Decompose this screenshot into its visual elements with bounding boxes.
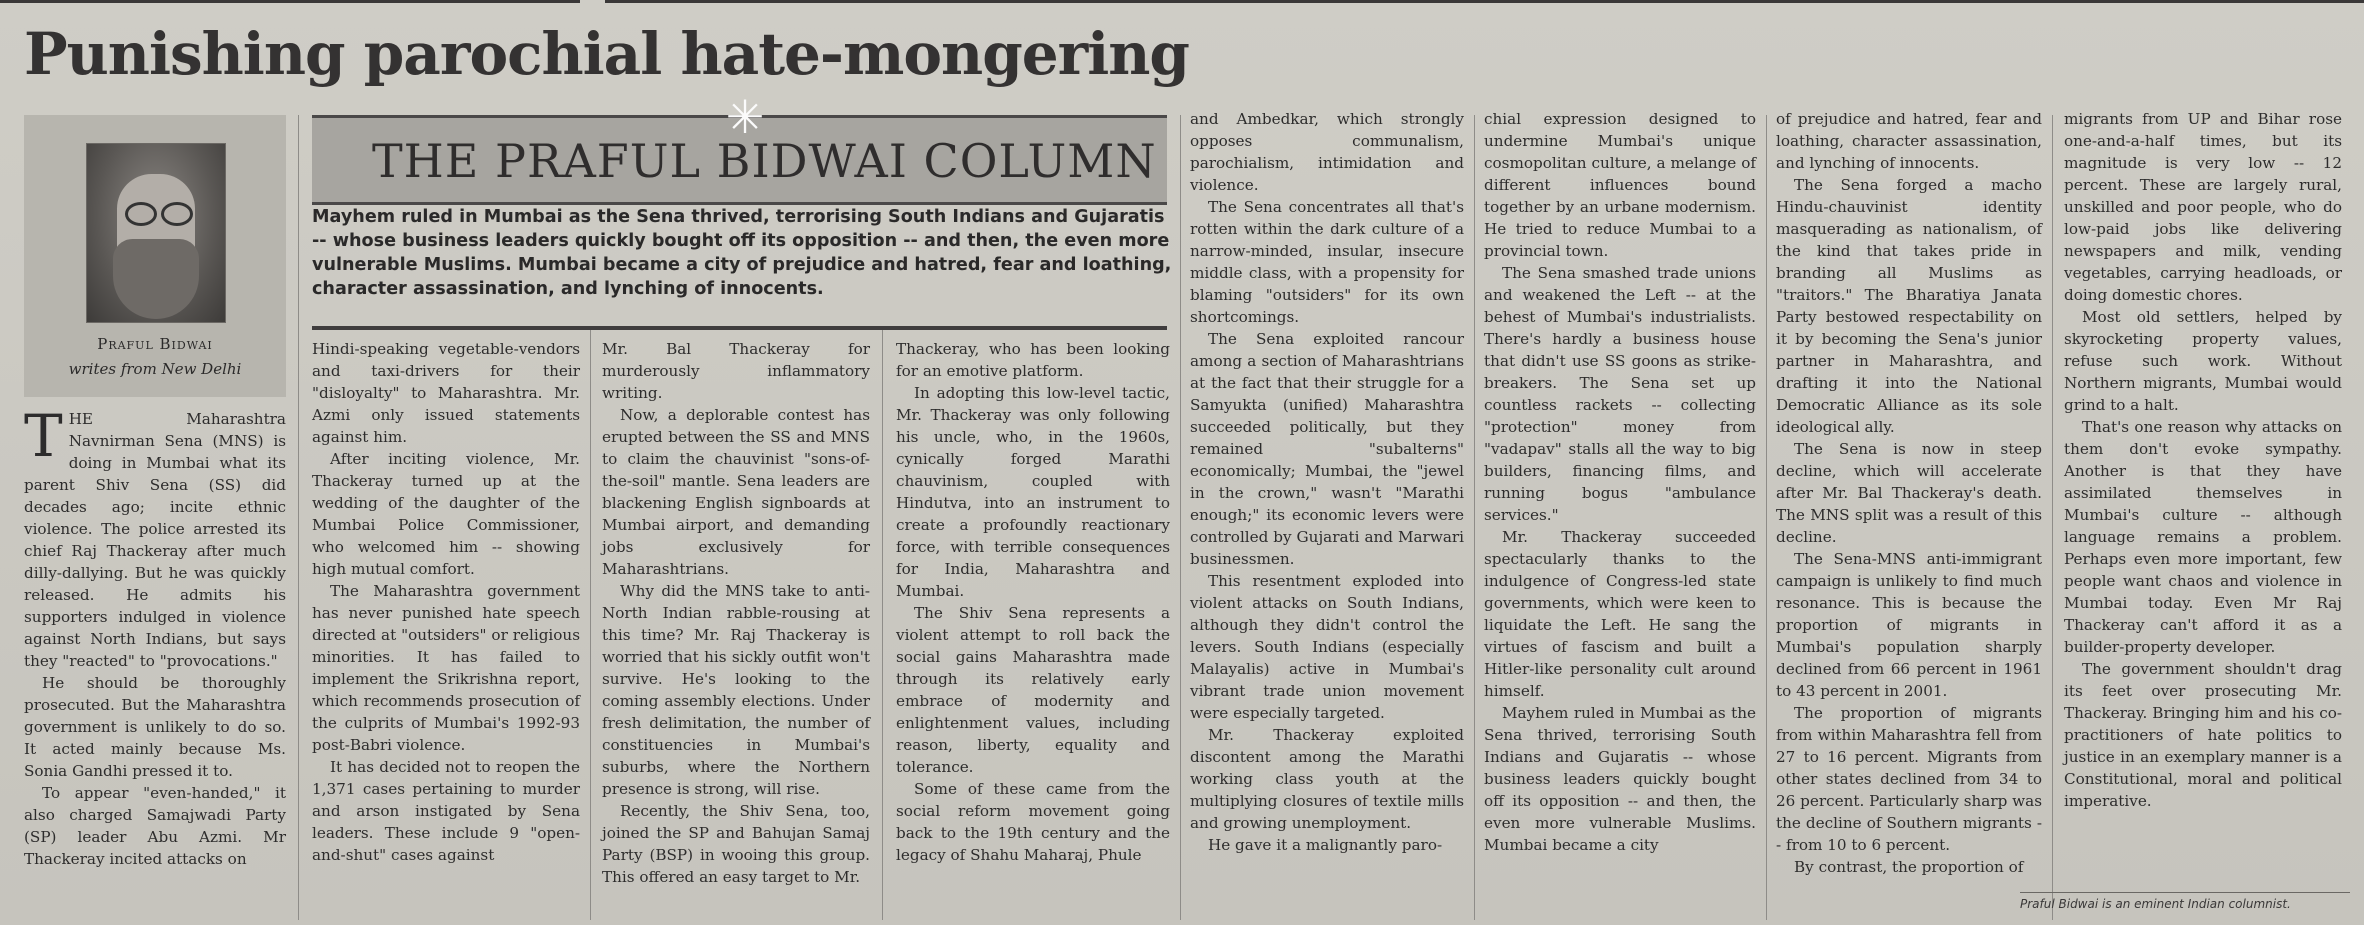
article-column-8 bbox=[2064, 108, 2342, 812]
column-divider bbox=[1766, 115, 1767, 920]
paragraph: and Ambedkar, which strongly opposes communalism, parochialism, intimidation and violence. bbox=[1190, 110, 1464, 194]
paragraph: That's one reason why attacks on them don't evoke sympathy. Another is that they have assimilated themselves in Mumbai's culture -- although language remains a problem. Perhaps even more important, few people want chaos and violence in Mumbai today. Even Mr Raj Thackeray can't afford it as a builder-property developer. bbox=[2064, 418, 2342, 656]
column-divider bbox=[1180, 115, 1181, 920]
article-column-1 bbox=[24, 402, 286, 870]
article-column-3 bbox=[602, 338, 870, 888]
paragraph: migrants from UP and Bihar rose one-and-a-half times, but its magnitude is very low -- 12 percent. These are largely rural, unskilled and poor people, who do low-paid jobs like delivering newspapers and milk, vending vegetables, carrying headloads, or doing domestic chores. bbox=[2064, 110, 2342, 304]
author-note: Praful Bidwai is an eminent Indian columnist. bbox=[2020, 892, 2350, 911]
paragraph: Some of these came from the social reform movement going back to the 19th century and the legacy of Shahu Maharaj, Phule bbox=[896, 780, 1170, 864]
author-photo-box bbox=[24, 115, 286, 397]
paragraph: In adopting this low-level tactic, Mr. Thackeray was only following his uncle, who, in the 1960s, cynically forged Marathi chauvinism, coupled with Hindutva, into an instrument to create a profoundly reactionary force, with terrible consequences for India, Maharashtra and Mumbai. bbox=[896, 384, 1170, 600]
paragraph: This resentment exploded into violent attacks on South Indians, although they didn't control the levers. South Indians (especially Malayalis) active in Mumbai's vibrant trade union movement were especially targeted. bbox=[1190, 572, 1464, 722]
author-photo bbox=[86, 143, 226, 323]
article-column-2 bbox=[312, 338, 580, 866]
paragraph: Mr. Bal Thackeray for murderously inflammatory writing. bbox=[602, 340, 870, 402]
headline: Punishing parochial hate-mongering bbox=[24, 20, 1189, 88]
article-column-7 bbox=[1776, 108, 2042, 878]
column-divider bbox=[1474, 115, 1475, 920]
column-divider bbox=[882, 330, 883, 920]
paragraph: The Sena exploited rancour among a section of Maharashtrians at the fact that their struggle for a Samyukta (unified) Maharashtra succeeded politically, but they remained "subalterns" economically; Mumbai, the "jewel in the crown," wasn't "Marathi enough;" its economic levers were controlled by Gujarati and Marwari businessmen. bbox=[1190, 330, 1464, 568]
deck-summary: Mayhem ruled in Mumbai as the Sena thrived, terrorising South Indians and Gujaratis -- whose business leaders quickly bought off its opposition -- and then, the even more vulnerable Muslims. Mumbai became a city of prejudice and hatred, fear and loathing, character assassination, and lynching of innocents. bbox=[312, 207, 1172, 299]
column-divider bbox=[2052, 115, 2053, 920]
glasses-left bbox=[125, 202, 157, 226]
column-divider bbox=[590, 330, 591, 920]
paragraph: To appear "even-handed," it also charged Samajwadi Party (SP) leader Abu Azmi. Mr Thackeray incited attacks on bbox=[24, 784, 286, 868]
paragraph: Mayhem ruled in Mumbai as the Sena thrived, terrorising South Indians and Gujaratis -- whose business leaders quickly bought off its opposition -- and then, the even more vulnerable Muslims. Mumbai became a city bbox=[1484, 704, 1756, 854]
paragraph: of prejudice and hatred, fear and loathing, character assassination, and lynching of innocents. bbox=[1776, 110, 2042, 172]
top-rule-right bbox=[605, 0, 2364, 3]
paragraph: The proportion of migrants from within Maharashtra fell from 27 to 16 percent. Migrants from other states declined from 34 to 26 percent. Particularly sharp was the decline of Southern migrants -- from 10 to 6 percent. bbox=[1776, 704, 2042, 854]
paragraph: The Sena concentrates all that's rotten within the dark culture of a narrow-minded, insular, insecure middle class, with a propensity for blaming "outsiders" for its own shortcomings. bbox=[1190, 198, 1464, 326]
paragraph: Recently, the Shiv Sena, too, joined the SP and Bahujan Samaj Party (BSP) in wooing this group. This offered an easy target to Mr. bbox=[602, 802, 870, 886]
paragraph: By contrast, the proportion of bbox=[1794, 858, 2024, 876]
paragraph: Thackeray, who has been looking for an emotive platform. bbox=[896, 340, 1170, 380]
starburst-icon: ✳ bbox=[725, 90, 765, 144]
paragraph: The Shiv Sena represents a violent attempt to roll back the social gains Maharashtra made through its relatively early embrace of modernity and enlightenment values, including reason, liberty, equality and tolerance. bbox=[896, 604, 1170, 776]
drop-cap: T bbox=[24, 402, 63, 470]
glasses-right bbox=[161, 202, 193, 226]
top-rule bbox=[0, 0, 580, 3]
paragraph: Most old settlers, helped by skyrocketing property values, refuse such work. Without Northern migrants, Mumbai would grind to a halt. bbox=[2064, 308, 2342, 414]
paragraph: Mr. Thackeray succeeded spectacularly thanks to the indulgence of Congress-led state governments, which were keen to liquidate the Left. He sang the virtues of fascism and built a Hitler-like personality cult around himself. bbox=[1484, 528, 1756, 700]
paragraph bbox=[24, 402, 286, 672]
column-divider bbox=[298, 115, 299, 920]
author-beard bbox=[113, 239, 199, 319]
byline-location: writes from New Delhi bbox=[68, 360, 242, 378]
paragraph: After inciting violence, Mr. Thackeray turned up at the wedding of the daughter of the Mumbai Police Commissioner, who welcomed him -- showing high mutual comfort. bbox=[312, 450, 580, 578]
paragraph: It has decided not to reopen the 1,371 cases pertaining to murder and arson instigated by Sena leaders. These include 9 "open-and-shut" cases against bbox=[312, 758, 580, 864]
paragraph: He gave it a malignantly paro- bbox=[1208, 836, 1443, 854]
paragraph: The Maharashtra government has never punished hate speech directed at "outsiders" or religious minorities. It has failed to implement the Srikrishna report, which recommends prosecution of the culprits of Mumbai's 1992-93 post-Babri violence. bbox=[312, 582, 580, 754]
paragraph-text: HE Maharashtra Navnirman Sena (MNS) is doing in Mumbai what its parent Shiv Sena (SS) did decades ago; incite ethnic violence. The police arrested its chief Raj Thackeray after much dilly-dallying. But he was quickly released. He admits his supporters indulged in violence against North Indians, but says they "reacted" to "provocations." bbox=[24, 410, 286, 670]
paragraph: He should be thoroughly prosecuted. But the Maharashtra government is unlikely to do so. It acted mainly because Ms. Sonia Gandhi pressed it to. bbox=[24, 674, 286, 780]
article-column-5 bbox=[1190, 108, 1464, 856]
paragraph: The Sena is now in steep decline, which will accelerate after Mr. Bal Thackeray's death. The MNS split was a result of this decline. bbox=[1776, 440, 2042, 546]
paragraph: Why did the MNS take to anti-North Indian rabble-rousing at this time? Mr. Raj Thackeray is worried that his sickly outfit won't survive. He's looking to the coming assembly elections. Under fresh delimitation, the number of constituencies in Mumbai's suburbs, where the Northern presence is strong, will rise. bbox=[602, 582, 870, 798]
paragraph: The government shouldn't drag its feet over prosecuting Mr. Thackeray. Bringing him and his co-practitioners of hate politics to justice in an exemplary manner is a Constitutional, moral and political imperative. bbox=[2064, 660, 2342, 810]
article-column-4 bbox=[896, 338, 1170, 866]
column-title: THE PRAFUL BIDWAI COLUMN bbox=[372, 134, 1157, 188]
article-column-6 bbox=[1484, 108, 1756, 856]
paragraph: The Sena forged a macho Hindu-chauvinist identity masquerading as nationalism, of the kind that takes pride in branding all Muslims as "traitors." The Bharatiya Janata Party bestowed respectability on it by becoming the Sena's junior partner in Maharashtra, and drafting it into the National Democratic Alliance as its sole ideological ally. bbox=[1776, 176, 2042, 436]
paragraph: Now, a deplorable contest has erupted between the SS and MNS to claim the chauvinist "sons-of-the-soil" mantle. Sena leaders are blackening English signboards at Mumbai airport, and demanding jobs exclusively for Maharashtrians. bbox=[602, 406, 870, 578]
paragraph: Mr. Thackeray exploited discontent among the Marathi working class youth at the multiplying closures of textile mills and growing unemployment. bbox=[1190, 726, 1464, 832]
paragraph: Hindi-speaking vegetable-vendors and taxi-drivers for their "disloyalty" to Maharashtra. Mr. Azmi only issued statements against him. bbox=[312, 340, 580, 446]
paragraph: The Sena-MNS anti-immigrant campaign is unlikely to find much resonance. This is because the proportion of migrants in Mumbai's population sharply declined from 66 percent in 1961 to 43 percent in 2001. bbox=[1776, 550, 2042, 700]
byline-name: Praful Bidwai bbox=[97, 335, 213, 353]
deck-rule bbox=[312, 326, 1167, 330]
paragraph: The Sena smashed trade unions and weakened the Left -- at the behest of Mumbai's industrialists. There's hardly a business house that didn't use SS goons as strike-breakers. The Sena set up countless rackets -- collecting "protection" money from "vadapav" stalls all the way to big builders, financing films, and running bogus "ambulance services." bbox=[1484, 264, 1756, 524]
paragraph: chial expression designed to undermine Mumbai's unique cosmopolitan culture, a melange of different influences bound together by an urbane modernism. He tried to reduce Mumbai to a provincial town. bbox=[1484, 110, 1756, 260]
